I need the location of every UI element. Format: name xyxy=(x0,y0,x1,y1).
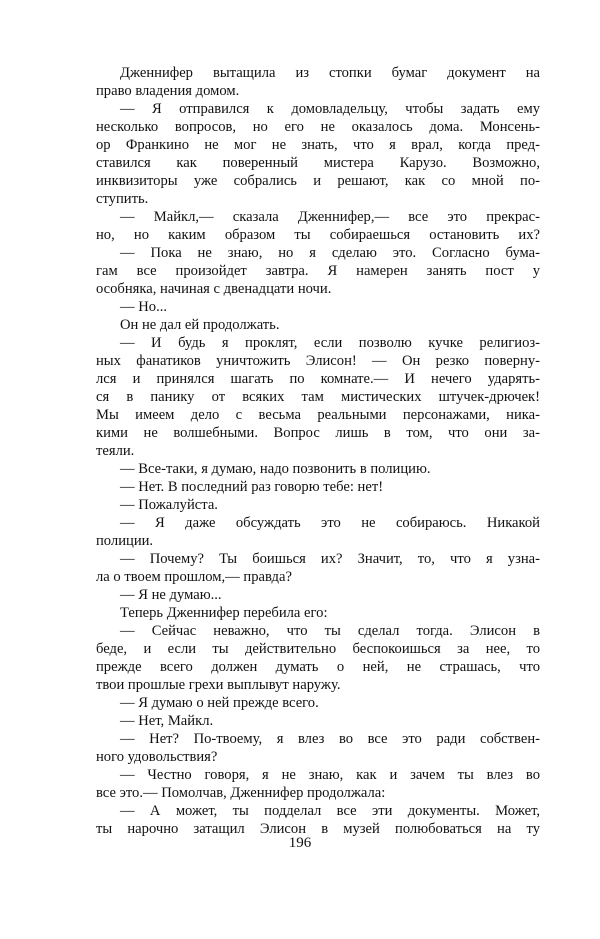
text-line: ор Франкино не мог не знать, что я врал, когда пред- xyxy=(96,137,540,153)
text-line: Мы имеем дело с весьма реальными персонажами, ника- xyxy=(96,407,540,423)
text-line: ного удовольствия? xyxy=(96,749,218,765)
page-number: 196 xyxy=(288,835,312,851)
text-line: несколько вопросов, но его не оказалось дома. Монсень- xyxy=(96,119,540,135)
text-line: полиции. xyxy=(96,533,154,549)
text-line: — Все-таки, я думаю, надо позвонить в полицию. xyxy=(120,461,431,477)
text-line: твои прошлые грехи выплывут наружу. xyxy=(96,677,341,693)
book-page-text xyxy=(96,64,540,838)
text-line: — Нет? По-твоему, я влез во все это ради собствен- xyxy=(120,731,540,747)
text-line: ставился как поверенный мистера Карузо. Возможно, xyxy=(96,155,540,171)
text-line: право владения домом. xyxy=(96,83,240,99)
text-line: инквизиторы уже собрались и решают, как со мной по- xyxy=(96,173,540,189)
text-line: ты нарочно затащил Элисон в музей полюбоваться на ту xyxy=(96,821,540,837)
text-line: — Нет. В последний раз говорю тебе: нет! xyxy=(120,479,384,495)
text-line: кими не волшебными. Вопрос лишь в том, что они за- xyxy=(96,425,540,441)
text-line: — Нет, Майкл. xyxy=(120,713,214,729)
text-line: — Майкл,— сказала Дженнифер,— все это прекрас- xyxy=(120,209,540,225)
text-line: ступить. xyxy=(96,191,149,207)
text-line: ла о твоем прошлом,— правда? xyxy=(96,569,292,585)
text-line: особняка, начиная с двенадцати ночи. xyxy=(96,281,332,297)
text-line: ся в панику от всяких там мистических штучек-дрючек! xyxy=(96,389,540,405)
text-line: — Сейчас неважно, что ты сделал тогда. Элисон в xyxy=(120,623,540,639)
text-line: теяли. xyxy=(96,443,135,459)
text-line: — Пожалуйста. xyxy=(120,497,218,513)
text-line: беде, и если ты действительно беспокоишься за нее, то xyxy=(96,641,540,657)
text-line: Теперь Дженнифер перебила его: xyxy=(120,605,328,621)
text-line: — Я не думаю... xyxy=(120,587,222,603)
text-line: ных фанатиков уничтожить Элисон! — Он резко поверну- xyxy=(96,353,540,369)
text-line: — Я думаю о ней прежде всего. xyxy=(120,695,319,711)
text-line: — И будь я проклят, если позволю кучке религиоз- xyxy=(120,335,540,351)
text-line: но, но каким образом ты собираешься остановить их? xyxy=(96,227,540,243)
text-line: — Но... xyxy=(120,299,168,315)
text-line: гам все произойдет завтра. Я намерен занять пост у xyxy=(96,263,540,279)
text-line: Он не дал ей продолжать. xyxy=(120,317,280,333)
text-line: — Честно говоря, я не знаю, как и зачем ты влез во xyxy=(120,767,540,783)
text-line: — Я даже обсуждать это не собираюсь. Никакой xyxy=(120,515,540,531)
text-line: все это.— Помолчав, Дженнифер продолжала: xyxy=(96,785,386,801)
text-line: лся и принялся шагать по комнате.— И нечего ударять- xyxy=(96,371,540,387)
text-line: — Почему? Ты боишься их? Значит, то, что я узна- xyxy=(120,551,540,567)
text-line: Дженнифер вытащила из стопки бумаг документ на xyxy=(120,65,540,81)
text-line: — Я отправился к домовладельцу, чтобы задать ему xyxy=(120,101,540,117)
text-line: прежде всего должен думать о ней, не страшась, что xyxy=(96,659,540,675)
text-line: — Пока не знаю, но я сделаю это. Согласно бума- xyxy=(120,245,540,261)
text-line: — А может, ты подделал все эти документы. Может, xyxy=(120,803,540,819)
